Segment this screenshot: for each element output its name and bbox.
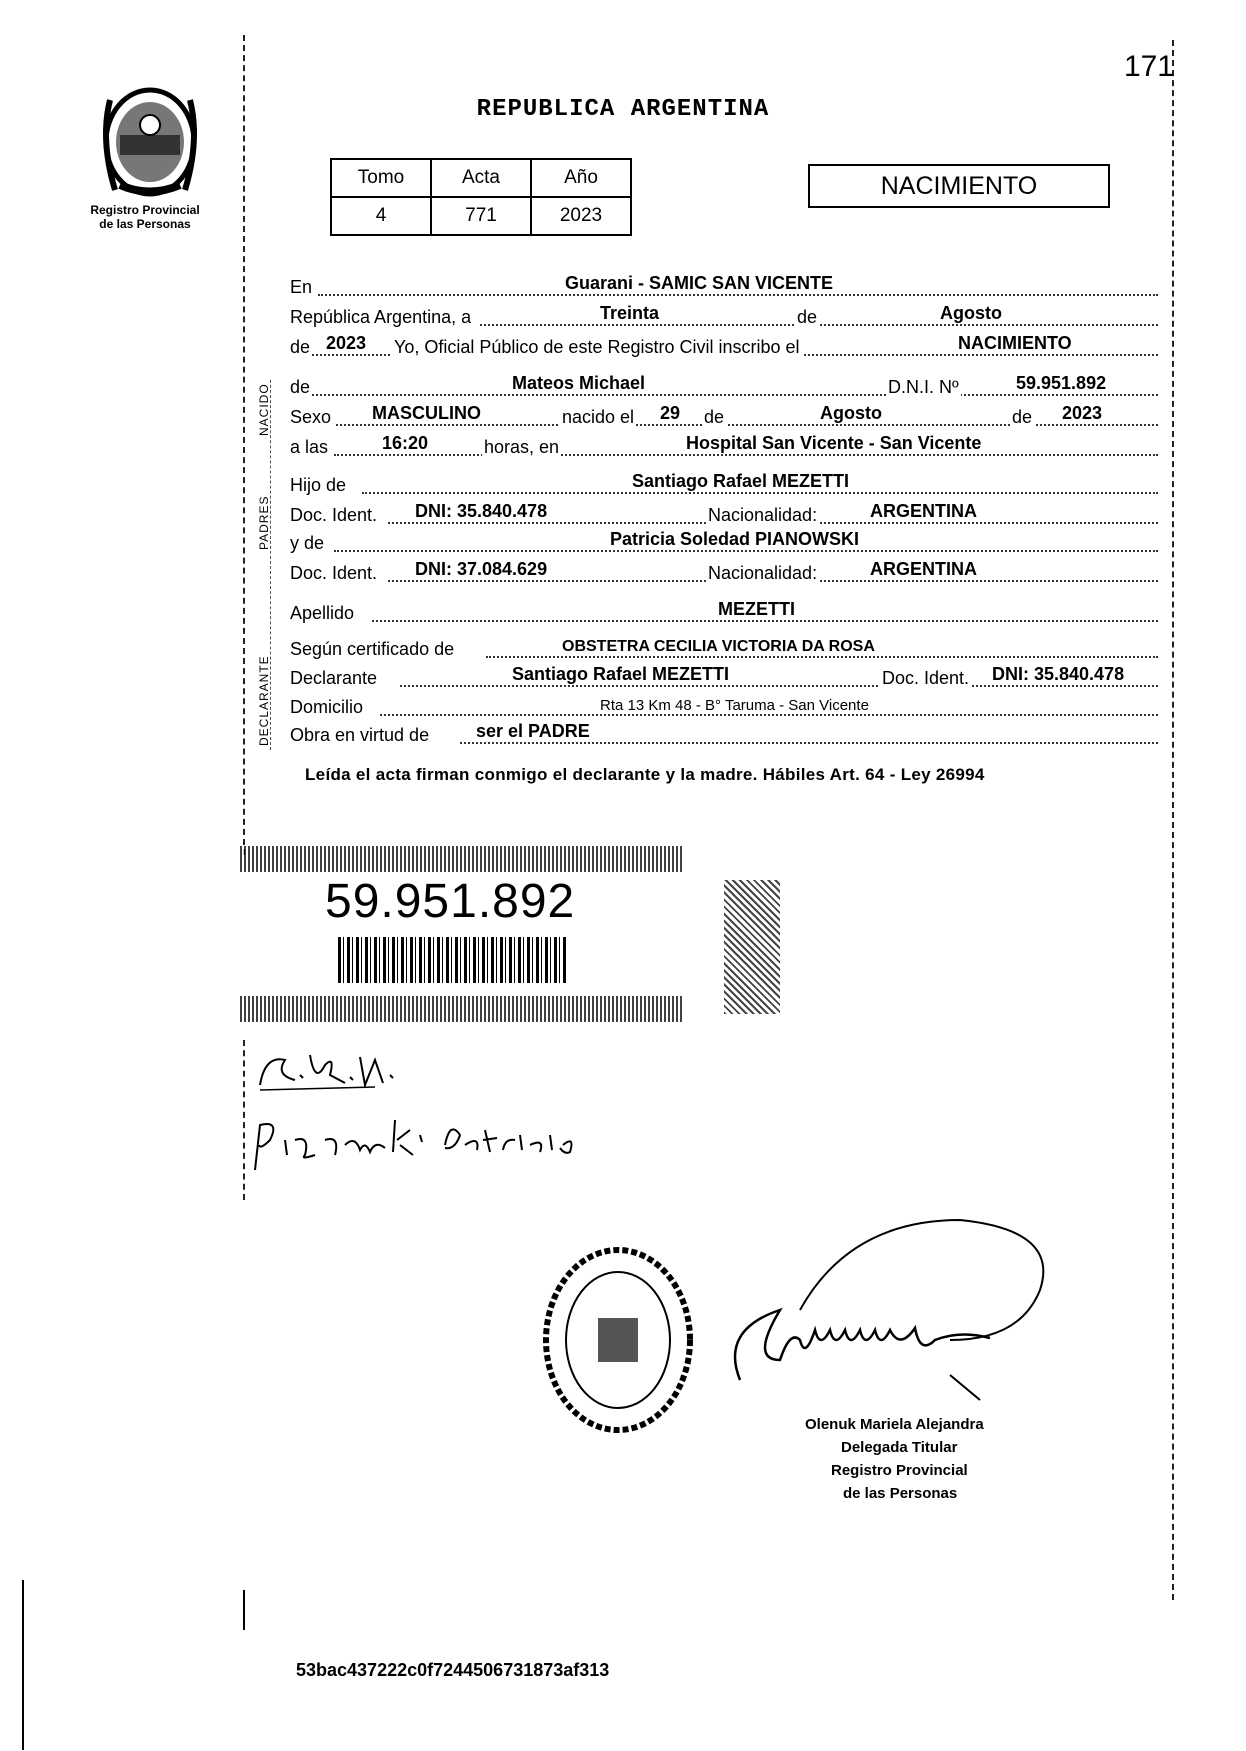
value-acta: 771	[431, 197, 531, 235]
side-label-padres: PADRES	[257, 495, 271, 550]
value-en: Guarani - SAMIC SAN VICENTE	[565, 273, 834, 293]
label-republica: República Argentina, a	[290, 307, 472, 327]
label-padre-doc: Doc. Ident.	[290, 505, 378, 525]
value-sexo: MASCULINO	[372, 403, 481, 423]
left-mark	[243, 1590, 245, 1630]
sticker-band-bottom	[240, 996, 684, 1022]
row-declarante	[290, 663, 1158, 691]
closing-text: Leída el acta firman conmigo el declarante y la madre. Hábiles Art. 64 - Ley 26994	[305, 765, 985, 784]
logo-caption	[70, 203, 220, 231]
label-dni: D.N.I. Nº	[888, 377, 959, 397]
label-en: En	[290, 277, 313, 297]
label-madre-doc: Doc. Ident.	[290, 563, 378, 583]
label-sexo: Sexo	[290, 407, 332, 427]
label-yde: y de	[290, 533, 325, 553]
value-madre-nac: ARGENTINA	[870, 559, 977, 579]
row-domicilio	[290, 692, 1158, 720]
header-anio: Año	[531, 159, 631, 197]
row-padre-doc	[290, 500, 1158, 528]
registrar-signature	[720, 1210, 1080, 1420]
right-margin-line	[1172, 40, 1174, 1600]
value-dni: 59.951.892	[1016, 373, 1107, 393]
value-madre-doc: DNI: 37.084.629	[415, 559, 548, 579]
row-hora	[290, 432, 1158, 460]
value-madre: Patricia Soledad PIANOWSKI	[610, 529, 860, 549]
label-nac-de2: de	[1012, 407, 1033, 427]
value-obra: ser el PADRE	[476, 721, 590, 741]
value-acto: NACIMIENTO	[958, 333, 1072, 353]
registrar-name: Olenuk Mariela Alejandra	[805, 1416, 984, 1433]
label-madre-nac: Nacionalidad:	[708, 563, 818, 583]
value-nac-dia: 29	[660, 403, 681, 423]
label-horas-en: horas, en	[484, 437, 560, 457]
row-madre-doc	[290, 558, 1158, 586]
row-apellido	[290, 598, 1158, 626]
handwritten-signature-srm	[255, 1045, 415, 1095]
value-domicilio: Rta 13 Km 48 - B° Taruma - San Vicente	[600, 697, 869, 714]
row-certificado	[290, 634, 1158, 662]
value-anio: 2023	[326, 333, 367, 353]
value-decl-doc: DNI: 35.840.478	[992, 664, 1125, 684]
sticker-band-top	[240, 846, 684, 872]
row-fecha	[290, 302, 1158, 330]
document-title: REPUBLICA ARGENTINA	[476, 96, 770, 123]
label-nac-de: de	[704, 407, 725, 427]
value-padre-nac: ARGENTINA	[870, 501, 977, 521]
row-en	[290, 272, 1158, 300]
row-acto	[290, 332, 1158, 360]
value-padre-doc: DNI: 35.840.478	[415, 501, 548, 521]
value-nac-mes: Agosto	[820, 403, 882, 423]
label-nombre: de	[290, 377, 311, 397]
value-nombre: Mateos Michael	[512, 373, 646, 393]
value-nac-anio: 2023	[1062, 403, 1103, 423]
value-padre: Santiago Rafael MEZETTI	[632, 471, 850, 491]
registrar-title: Delegada Titular	[841, 1439, 958, 1456]
label-de: de	[797, 307, 818, 327]
left-margin-line	[243, 35, 245, 855]
value-lugar: Hospital San Vicente - San Vicente	[686, 433, 982, 453]
value-anio: 2023	[531, 197, 631, 235]
label-padre-nac: Nacionalidad:	[708, 505, 818, 525]
label-yo: Yo, Oficial Público de este Registro Civil inscribo el	[394, 337, 800, 357]
label-segun: Según certificado de	[290, 639, 455, 659]
registrar-office: Registro Provincial	[831, 1462, 968, 1479]
row-sexo	[290, 402, 1158, 430]
logo-caption-line2: de las Personas	[99, 217, 191, 231]
registrar-block	[805, 1413, 984, 1505]
registry-table	[330, 158, 632, 236]
value-mes: Agosto	[940, 303, 1002, 323]
label-de2: de	[290, 337, 311, 357]
value-tomo: 4	[331, 197, 431, 235]
row-nombre	[290, 372, 1158, 400]
left-edge-line	[22, 1580, 24, 1750]
value-hora: 16:20	[382, 433, 429, 453]
label-domicilio: Domicilio	[290, 697, 364, 717]
header-acta: Acta	[431, 159, 531, 197]
registrar-office-2: de las Personas	[843, 1485, 958, 1502]
value-apellido: MEZETTI	[718, 599, 795, 619]
security-hologram	[724, 880, 780, 1014]
label-obra: Obra en virtud de	[290, 725, 430, 745]
row-madre	[290, 528, 1158, 556]
label-decl-doc: Doc. Ident.	[882, 668, 970, 688]
sticker-dni-number: 59.951.892	[325, 875, 576, 928]
value-certificado: OBSTETRA CECILIA VICTORIA DA ROSA	[562, 638, 875, 655]
row-hijo	[290, 470, 1158, 498]
value-declarante: Santiago Rafael MEZETTI	[512, 664, 730, 684]
side-label-declarante: DECLARANTE	[257, 655, 271, 746]
row-obra	[290, 720, 1158, 748]
header-tomo: Tomo	[331, 159, 431, 197]
document-type-box: NACIMIENTO	[808, 164, 1110, 208]
official-round-stamp	[538, 1240, 698, 1440]
label-hijo: Hijo de	[290, 475, 347, 495]
page-number: 171	[1123, 50, 1174, 83]
side-label-nacido: NACIDO	[257, 383, 271, 436]
label-apellido: Apellido	[290, 603, 355, 623]
document-hash: 53bac437222c0f7244506731873af313	[296, 1660, 610, 1680]
handwritten-signature-pianowski	[245, 1090, 625, 1180]
label-declarante: Declarante	[290, 668, 378, 688]
section-bracket	[270, 380, 271, 750]
label-nacido: nacido el	[562, 407, 635, 427]
label-hora: a las	[290, 437, 329, 457]
logo-caption-line1: Registro Provincial	[90, 203, 200, 217]
value-dia: Treinta	[600, 303, 660, 323]
sticker-barcode	[338, 937, 568, 983]
